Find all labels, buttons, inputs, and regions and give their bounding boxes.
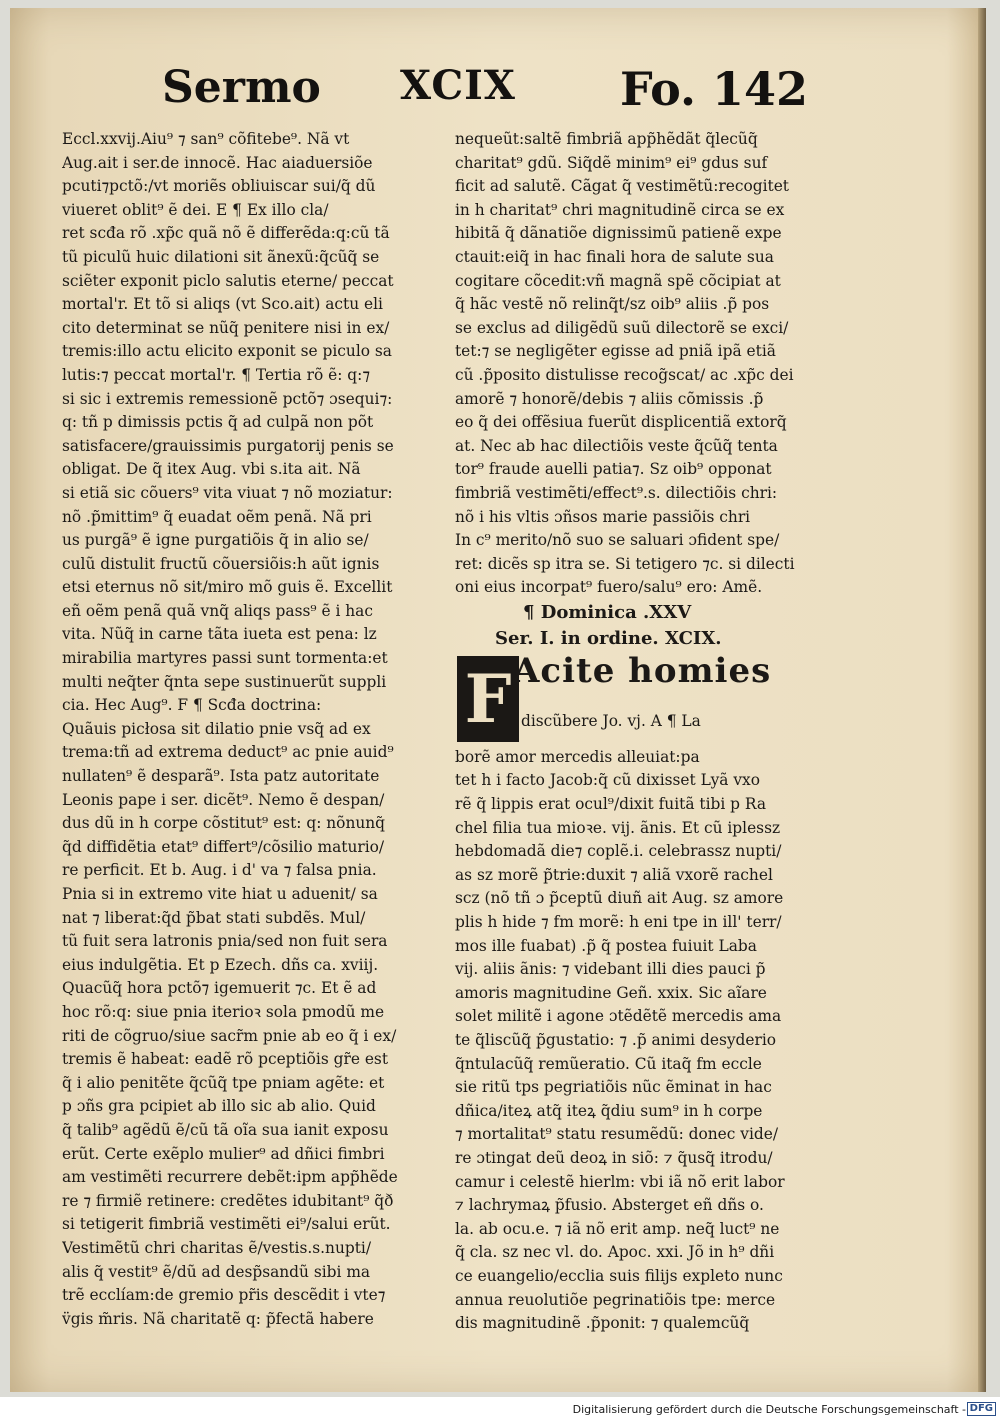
right-column-lower-text <box>455 746 800 1336</box>
text-line: ret: dicẽs sp itra se. Si tetigero ⁊c. si dilecti <box>455 554 795 573</box>
text-line: Eccl.xxvij.Aiu⁹ ⁊ san⁹ cõfitebe⁹. Nã vt <box>62 130 350 148</box>
text-line: q̃ntulacũq̃ remũeratio. Cũ itaq̃ fm eccle <box>455 1054 762 1073</box>
text-line: hebdomadã die⁊ coplẽ.i. celebrassz nupti/ <box>455 842 782 861</box>
text-line: cia. Hec Aug⁹. F ¶ Scđa doctrina: <box>62 696 322 715</box>
text-line: Quacũq̃ hora pctõ⁊ igemuerit ⁊c. Et ẽ ad <box>62 979 377 998</box>
text-line: dus dũ in h corpe cõstitut⁹ est: q: nõnunq̃ <box>62 814 386 833</box>
text-line: re ⁊ firmiẽ retinere: credẽtes idubitant⁹ q̃ð <box>62 1191 394 1210</box>
text-line: In c⁹ merito/nõ suo se saluari ɔfident spe/ <box>455 531 780 550</box>
text-line: vita. Nũq̃ in carne tãta iueta est pena: lz <box>62 625 377 644</box>
sermon-heading-dominica: ¶ Dominica .XXV <box>523 601 692 623</box>
text-line: sie ritũ tps pegriatiõis nũc ẽminat in hac <box>455 1078 772 1097</box>
text-line: Aug.ait i ser.de innocẽ. Hac aiaduersiõe <box>62 153 373 172</box>
text-line: vij. aliis ãnis: ⁊ videbant illi dies pauci p̃ <box>455 960 766 979</box>
running-header <box>150 62 810 126</box>
text-line: Pnia si in extremo vite hiat u aduenit/ sa <box>62 885 378 903</box>
text-line: si sic i extremis remessionẽ pctõ⁊ ɔsequi⁊: <box>62 389 393 408</box>
text-line: q̃ i alio penitẽte q̃cũq̃ tpe pniam agẽte: et <box>62 1073 385 1092</box>
text-line: pcuti⁊pctõ:/vt moriẽs obliuiscar sui/q̃ dũ <box>62 177 376 196</box>
text-line: cito determinat se nũq̃ penitere nisi in ex/ <box>62 318 390 337</box>
right-column-upper-text <box>455 128 800 600</box>
digitization-footer <box>0 1397 1000 1423</box>
initial-side-line: discũbere Jo. vj. A ¶ La <box>521 711 701 730</box>
text-line: lutis:⁊ peccat mortal'r. ¶ Tertia rõ ẽ: q:⁊ <box>62 365 370 384</box>
text-line: rẽ q̃ lippis erat ocul⁹/dixit fuitã tibi p Ra <box>455 795 767 814</box>
left-text-column <box>62 128 440 1331</box>
text-line: hibitã q̃ dãnatiõe dignissimũ patienẽ expe <box>455 224 782 243</box>
text-line: culũ distulit fructũ cõuersiõis:h aũt ignis <box>62 554 380 573</box>
text-line: te q̃liscũq̃ p̃gustatio: ⁊ .p̃ animi desyderio <box>455 1031 777 1049</box>
text-line: p ɔñs gra pcipiet ab illo sic ab alio. Quid <box>62 1097 376 1116</box>
text-line: tor⁹ fraude auelli patia⁊. Sz oib⁹ opponat <box>455 460 772 479</box>
header-sermon-number: XCIX <box>400 62 516 109</box>
text-line: ⁊ mortalitat⁹ statu resumẽdũ: donec vide/ <box>455 1125 779 1144</box>
text-line: scz (nõ tñ ɔ p̃ceptũ diuñ ait Aug. sz amore <box>455 889 784 908</box>
text-line: sciẽter exponit piclo salutis eterne/ peccat <box>62 271 394 290</box>
right-text-column <box>455 128 800 1336</box>
text-line: tũ fuit sera latronis pnia/sed non fuit sera <box>62 932 388 951</box>
text-line: at. Nec ab hac dilectiõis veste q̃cũq̃ tenta <box>455 436 778 455</box>
text-line: si tetigerit fimbriã vestimẽti ei⁹/salui erũt. <box>62 1215 391 1234</box>
text-line: eñ oẽm penã quã vnq̃ aliqs pass⁹ ẽ i hac <box>62 601 373 620</box>
text-line: re ɔtingat deũ deoꝝ in siõ: ⁊ q̃usq̃ itrodu/ <box>455 1148 773 1167</box>
text-line: oni eius incorpat⁹ fuero/salu⁹ ero: Amẽ. <box>455 578 763 597</box>
text-line: amoris magnitudine Geñ. xxix. Sic aĩare <box>455 983 767 1002</box>
decorated-initial: F <box>457 656 519 742</box>
text-line: mos ille fuabat) .p̃ q̃ postea fuiuit Laba <box>455 936 757 955</box>
page-edge-shadow <box>978 8 986 1392</box>
text-line: am vestimẽti recurrere debẽt:ipm app̃hẽde <box>62 1168 398 1187</box>
text-line: trema:tñ ad extrema deduct⁹ ac pnie auid⁹ <box>62 743 394 762</box>
text-line: mirabilia martyres passi sunt tormenta:et <box>62 649 388 668</box>
text-line: alis q̃ vestit⁹ ẽ/dũ ad desp̃sandũ sibi ma <box>62 1262 371 1281</box>
text-line: amorẽ ⁊ honorẽ/debis ⁊ aliis cõmissis .p̃ <box>455 389 764 408</box>
text-line: ce euangelio/ecclia suis filijs expleto nunc <box>455 1266 783 1285</box>
initial-block <box>455 650 800 746</box>
text-line: q̃ cla. sz nec vl. do. Apoc. xxi. Jõ in h⁹ dñi <box>455 1243 775 1262</box>
text-line: nat ⁊ liberat:q̃d p̃bat stati subdẽs. Mul/ <box>62 908 366 927</box>
text-line: dñica/iteꝝ atq̃ iteꝝ q̃diu sum⁹ in h corpe <box>455 1101 763 1120</box>
text-line: tet h i facto Jacob:q̃ cũ dixisset Lyã vxo <box>455 771 760 790</box>
text-line: hoc rõ:q: siue pnia iterioꝛ sola pmodũ me <box>62 1002 385 1021</box>
text-line: mortal'r. Et tõ si aliqs (vt Sco.ait) actu eli <box>62 295 383 314</box>
footer-credit: Digitalisierung gefördert durch die Deutsche Forschungsgemeinschaft - <box>572 1403 966 1416</box>
text-line: si etiã sic cõuers⁹ vita viuat ⁊ nõ moziatur: <box>62 483 393 502</box>
text-line: trẽ ecclíam:de gremio pr̃is descẽdit i vte⁊ <box>62 1286 386 1305</box>
text-line: satisfacere/grauissimis purgatorij penis se <box>62 436 394 455</box>
text-line: ficit ad salutẽ. Cãgat q̃ vestimẽtũ:recogitet <box>455 177 789 196</box>
text-line: nullaten⁹ ẽ desparã⁹. Ista patz autoritate <box>62 767 380 786</box>
text-line: etsi eternus nõ sit/miro mõ guis ẽ. Excellit <box>62 578 393 597</box>
text-line: multi neq̃ter q̃nta sepe sustinuerũt suppli <box>62 672 387 691</box>
text-line: as sz morẽ p̃trie:duxit ⁊ aliã vxorẽ rachel <box>455 865 773 884</box>
text-line: plis h hide ⁊ fm morẽ: h eni tpe in ill' terr/ <box>455 913 782 932</box>
text-line: tet:⁊ se negligẽter egisse ad pniã ipã etiã <box>455 342 776 361</box>
sermon-heading-ordine: Ser. I. in ordine. XCIX. <box>495 627 722 649</box>
text-line: tũ piculũ huic dilationi sit ãnexũ:q̃cũq̃ se <box>62 247 380 266</box>
text-line: la. ab ocu.e. ⁊ iã nõ erit amp. neq̃ luct⁹ ne <box>455 1219 780 1238</box>
text-line: fimbriã vestimẽti/effect⁹.s. dilectiõis chri: <box>455 483 778 502</box>
text-line: riti de cõgruo/siue sacr̃m pnie ab eo q̃ i ex/ <box>62 1026 397 1045</box>
text-line: chel filia tua mioꝛe. vij. ãnis. Et cũ iplessz <box>455 818 781 837</box>
text-line: erũt. Certe exẽplo mulier⁹ ad dñici fimbri <box>62 1144 385 1163</box>
text-line: cogitare cõcedit:vñ magnã spẽ cõcipiat at <box>455 271 781 290</box>
text-line: obligat. De q̃ itex Aug. vbi s.ita ait. Nã <box>62 460 361 479</box>
text-line: in h charitat⁹ chri magnitudinẽ circa se ex <box>455 200 785 219</box>
text-line: cũ .p̃posito distulisse recog̃scat/ ac .xp̃c dei <box>455 365 794 384</box>
text-line: eius indulgẽtia. Et p Ezech. dñs ca. xviij. <box>62 955 379 974</box>
text-line: Leonis pape i ser. dicẽt⁹. Nemo ẽ despan/ <box>62 790 385 809</box>
header-sermo: Sermo <box>162 62 321 113</box>
text-line: tremis:illo actu elicito exponit se piculo sa <box>62 342 392 361</box>
text-line: Quãuis picłosa sit dilatio pnie vsq̃ ad ex <box>62 719 371 738</box>
dfg-logo: DFG <box>967 1402 996 1416</box>
text-line: annua reuolutiõe pegrinatiõis tpe: merce <box>455 1290 776 1309</box>
text-line: ⁊ lachrymaꝝ p̃fusio. Absterget eñ dñs o. <box>455 1196 764 1215</box>
text-line: dis magnitudinẽ .p̃ponit: ⁊ qualemcũq̃ <box>455 1314 750 1333</box>
header-folio: Fo. 142 <box>620 62 809 116</box>
text-line: ctauit:eiq̃ in hac finali hora de salute sua <box>455 247 774 266</box>
text-line: Vestimẽtũ chri charitas ẽ/vestis.s.nupti/ <box>62 1238 371 1257</box>
text-line: re perficit. Et b. Aug. i d' va ⁊ falsa pnia. <box>62 861 377 880</box>
text-line: eo q̃ dei offẽsiua fuerũt displicentiã extorq̃ <box>455 413 787 432</box>
text-line: q̃d diffidẽtia etat⁹ differt⁹/cõsilio maturio/ <box>62 837 385 856</box>
text-line: q̃ hãc vestẽ nõ relinq̃t/sz oib⁹ aliis .p̃ pos <box>455 295 770 314</box>
text-line: nõ .p̃mittim⁹ q̃ euadat oẽm penã. Nã pri <box>62 507 372 526</box>
text-line: se exclus ad diligẽdũ suũ dilectorẽ se exci/ <box>455 318 789 337</box>
text-line: solet militẽ i agone ɔtẽdẽtẽ mercedis ama <box>455 1007 782 1026</box>
text-line: ret scđa rõ .xp̃c quã nõ ẽ differẽda:q:cũ tã <box>62 224 390 243</box>
text-line: us purgã⁹ ẽ igne purgatiõis q̃ in alio se/ <box>62 531 369 550</box>
text-line: tremis ẽ habeat: eadẽ rõ pceptiõis gr̃e est <box>62 1050 389 1069</box>
text-line: viueret oblit⁹ ẽ dei. E ¶ Ex illo cla/ <box>62 200 329 219</box>
text-line: v̈gis m̃ris. Nã charitatẽ q: p̃fectã habere <box>62 1309 374 1328</box>
text-line: charitat⁹ gdũ. Siq̃dẽ minim⁹ ei⁹ gdus suf <box>455 153 768 172</box>
text-line: camur i celestẽ hierlm: vbi iã nõ erit labor <box>455 1172 785 1191</box>
text-line: borẽ amor mercedis alleuiat:pa <box>455 747 700 766</box>
text-line: nõ i his vltis ɔñsos marie passiõis chri <box>455 507 751 526</box>
text-line: q: tñ p dimissis pctis q̃ ad culpã non põt <box>62 413 374 432</box>
text-line: nequeũt:saltẽ fimbriã app̃hẽdãt q̃lecũq̃ <box>455 130 758 148</box>
incipit-title: Acite homies <box>513 650 772 691</box>
text-line: q̃ talib⁹ agẽdũ ẽ/cũ tã oĩa sua ianit exposu <box>62 1120 389 1139</box>
